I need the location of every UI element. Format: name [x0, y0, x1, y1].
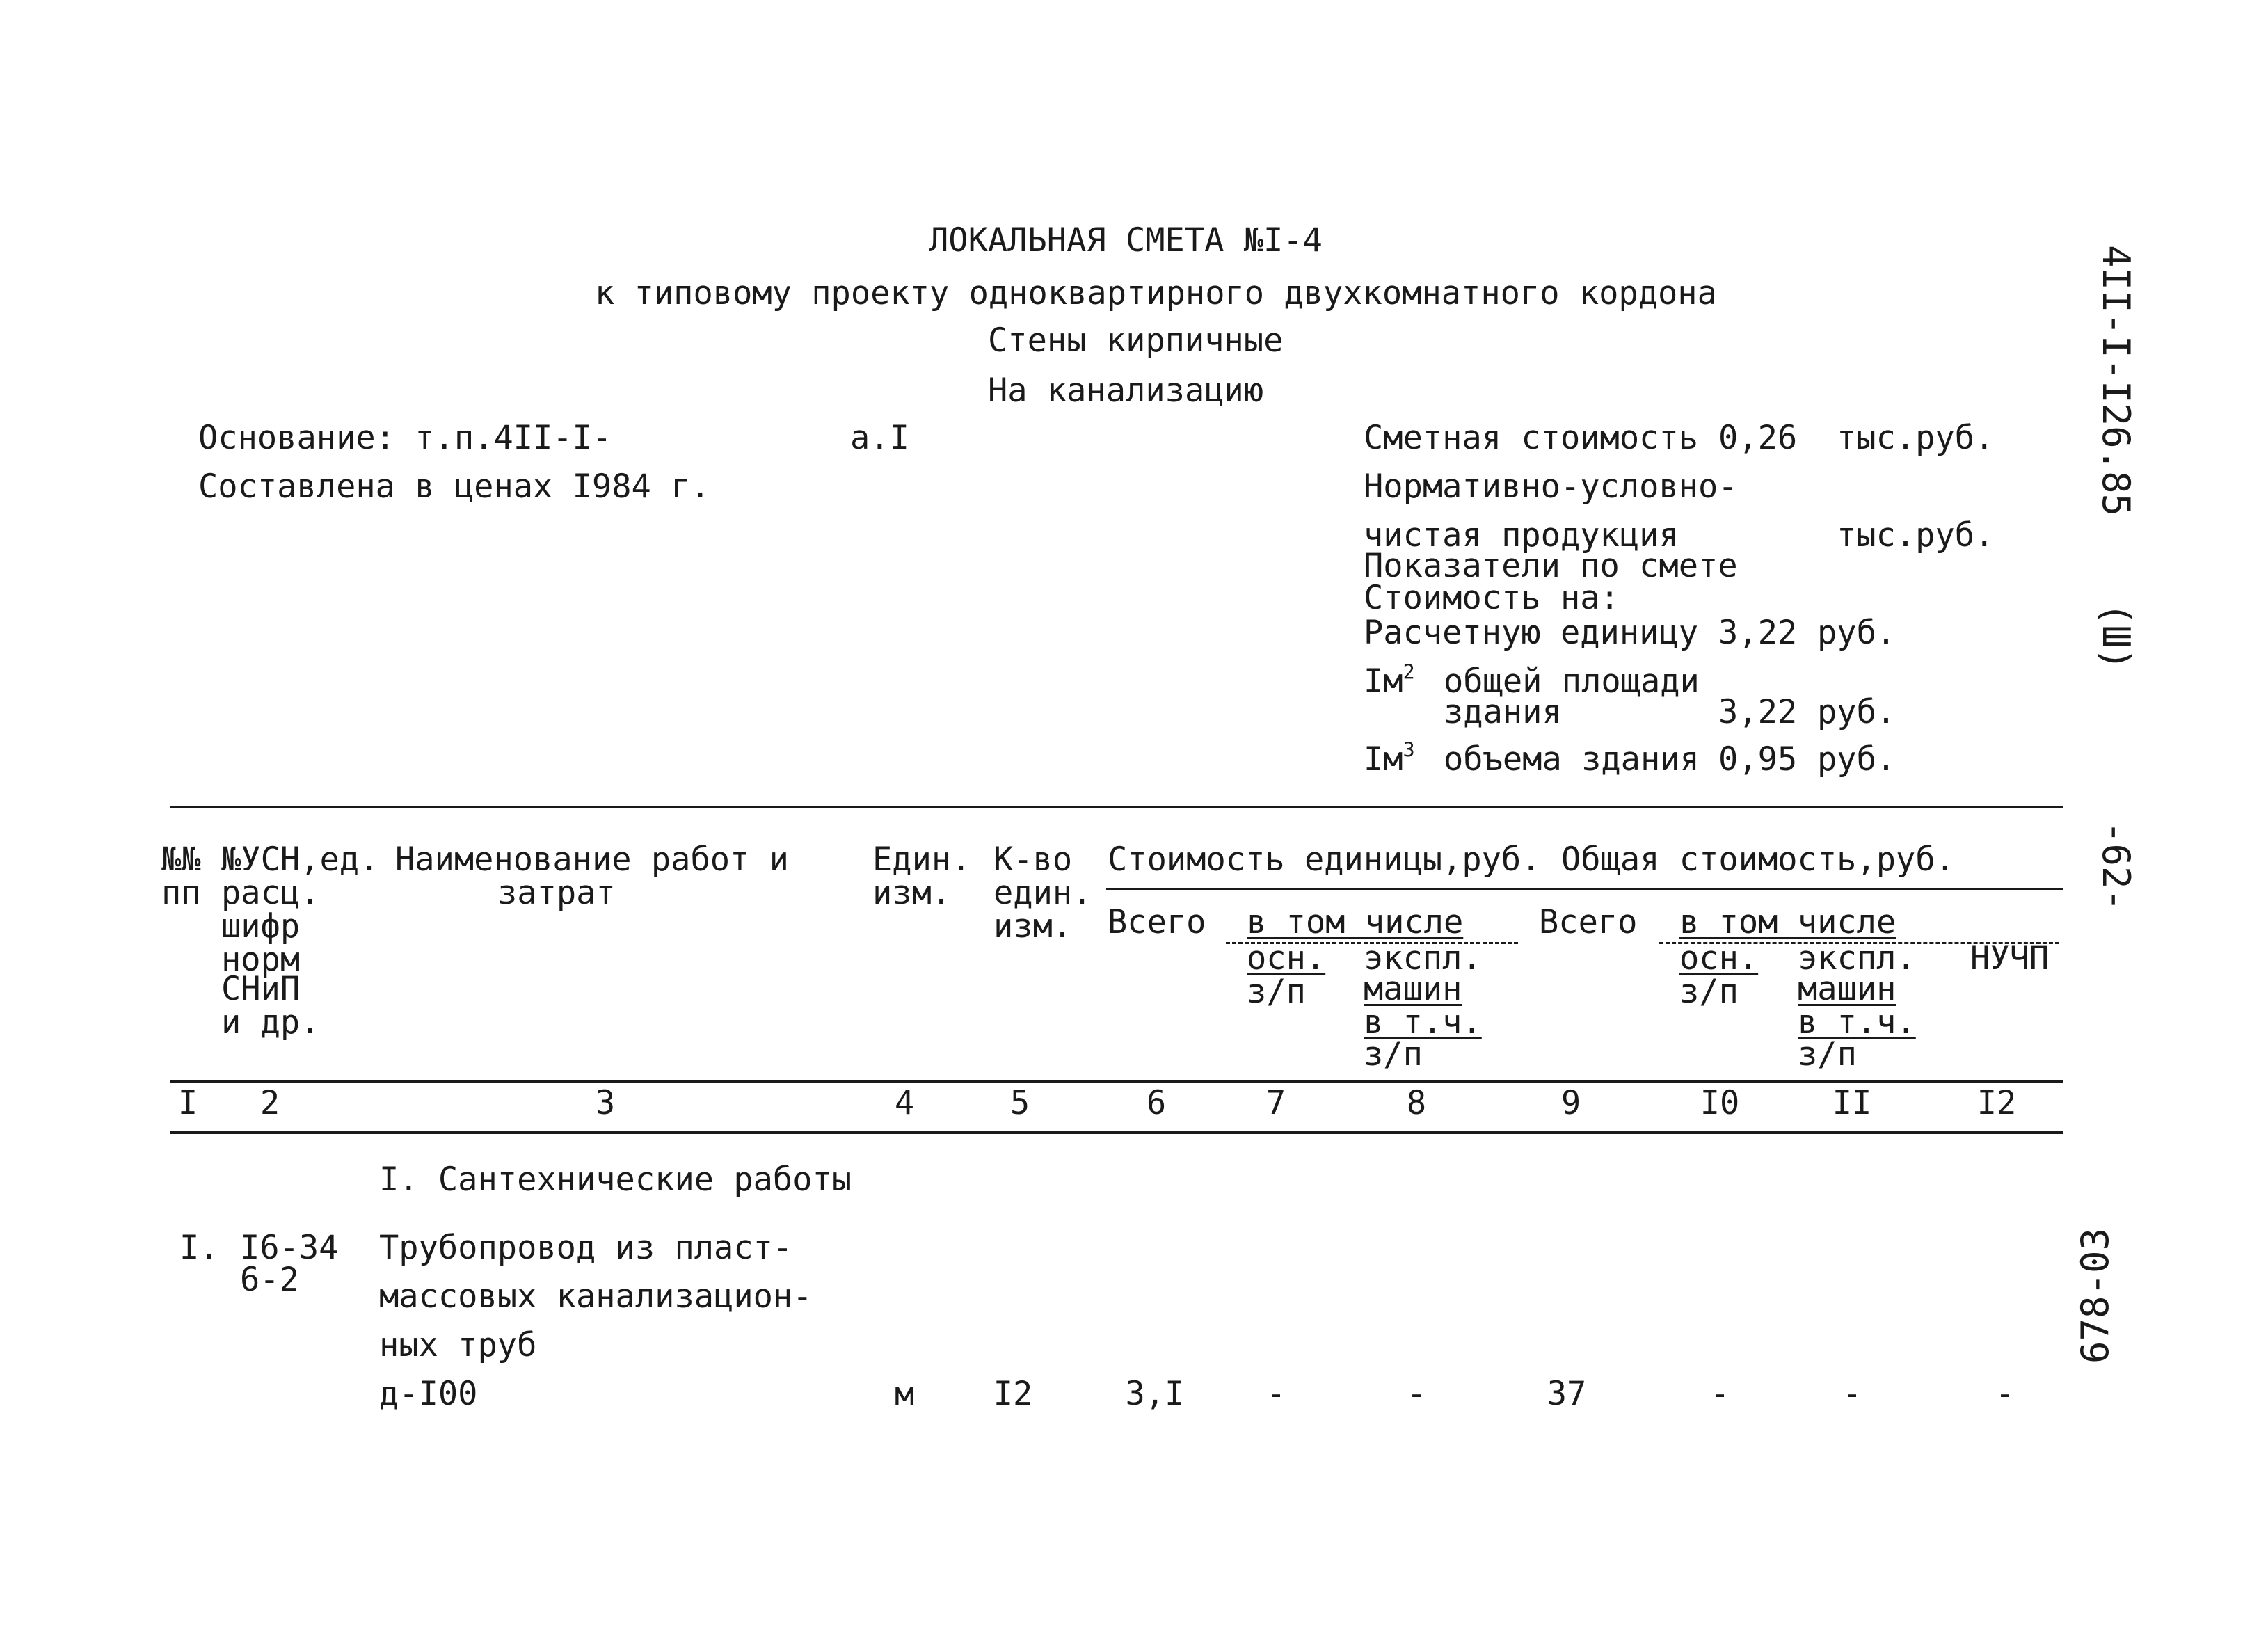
- area-value: 3,22: [1718, 693, 1798, 731]
- volume-unit: руб.: [1817, 740, 1896, 779]
- album-label: а.I: [850, 419, 909, 457]
- normative-line-2: чистая продукция: [1364, 516, 1679, 555]
- unit-machines-header-1: экспл.: [1364, 939, 1482, 978]
- unit-wage-header-1: осн.: [1247, 939, 1326, 978]
- total-wage-header-2: з/п: [1679, 973, 1739, 1011]
- document-number-stamp: 678-03: [2073, 1227, 2117, 1364]
- unit-incl-header: в том числе: [1247, 903, 1464, 941]
- unit-cost-group-header: Стоимость единицы,руб.: [1108, 840, 1541, 879]
- row-unit: м: [894, 1375, 915, 1413]
- area-prefix: $Iм^2$: [1364, 660, 1415, 701]
- row-unit-machines: -: [1406, 1375, 1427, 1413]
- col-number-6: 6: [1146, 1084, 1167, 1122]
- header-col3-line1: Наименование работ и: [395, 840, 789, 879]
- estimate-title: ЛОКАЛЬНАЯ СМЕТА №I-4: [929, 221, 1323, 260]
- album-mark-stamp: (Ш): [2094, 603, 2138, 671]
- header-col2-line4: норм: [221, 941, 301, 979]
- col-number-9: 9: [1560, 1084, 1581, 1122]
- row-name-line3: ных труб: [379, 1326, 537, 1364]
- unit-machines-header-2: машин: [1364, 970, 1462, 1008]
- row-code-line1: I6-34: [240, 1229, 339, 1267]
- area-superscript: 2: [1403, 660, 1415, 684]
- walls-line: Стены кирпичные: [988, 321, 1284, 360]
- volume-superscript: 3: [1403, 738, 1415, 762]
- col-number-10: I0: [1700, 1084, 1740, 1122]
- indicators-label: Показатели по смете: [1364, 547, 1738, 585]
- table-top-rule: [170, 806, 2063, 808]
- total-machines-header-2: машин: [1798, 970, 1896, 1008]
- header-col2-line1: №УСН,ед.: [221, 840, 379, 879]
- row-code-line2: 6-2: [240, 1261, 299, 1299]
- volume-prefix: $Iм^3$: [1364, 738, 1415, 779]
- estimated-cost-label: Сметная стоимость: [1364, 419, 1699, 457]
- volume-value: 0,95: [1718, 740, 1798, 779]
- purpose-line: На канализацию: [988, 372, 1264, 410]
- header-col5-line3: изм.: [993, 907, 1073, 946]
- row-unit-wage: -: [1265, 1375, 1286, 1413]
- row-name-line4: д-I00: [379, 1375, 478, 1413]
- row-name-line1: Трубопровод из пласт-: [379, 1229, 793, 1267]
- col-number-7: 7: [1265, 1084, 1286, 1122]
- total-incl-header: в том числе: [1679, 903, 1896, 941]
- total-machines-header-1: экспл.: [1798, 939, 1916, 978]
- header-col4-line1: Един.: [872, 840, 971, 879]
- header-col5-line2: един.: [993, 874, 1092, 912]
- total-machines-header-4: з/п: [1798, 1035, 1857, 1074]
- volume-label: объема здания: [1444, 740, 1700, 779]
- header-col4-line2: изм.: [872, 874, 952, 912]
- header-col2-line3: шифр: [221, 907, 301, 946]
- calc-unit-label: Расчетную единицу: [1364, 614, 1699, 652]
- col-number-12: I2: [1976, 1084, 2017, 1122]
- row-total-machines: -: [1842, 1375, 1862, 1413]
- col-number-11: II: [1832, 1084, 1872, 1122]
- row-name-line2: массовых канализацион-: [379, 1277, 813, 1316]
- row-number: I.: [179, 1229, 219, 1267]
- estimate-subtitle: к типовому проекту одноквартирного двухкомнатного кордона: [595, 274, 1717, 312]
- col-number-1: I: [177, 1084, 198, 1122]
- row-quantity: I2: [993, 1375, 1033, 1413]
- normative-line-1: Нормативно-условно-: [1364, 468, 1738, 506]
- total-cost-group-header: Общая стоимость,руб.: [1561, 840, 1955, 879]
- col-number-4: 4: [894, 1084, 915, 1122]
- area-label-2: здания: [1444, 693, 1562, 731]
- row-total-wage: -: [1709, 1375, 1730, 1413]
- column-numbers-top-rule: [170, 1080, 2063, 1083]
- header-col2-line2: расц.: [221, 874, 320, 912]
- row-total: 37: [1547, 1375, 1587, 1413]
- header-col1-line1: №№: [161, 840, 201, 879]
- header-col1-line2: пп: [161, 874, 201, 912]
- project-code-stamp: 4II-I-I26.85: [2094, 245, 2138, 517]
- header-col3-line2: затрат: [497, 874, 616, 912]
- area-label-1: общей площади: [1444, 662, 1700, 701]
- basis-label: Основание: т.п.4II-I-: [198, 419, 612, 457]
- header-col2-line5: СНиП: [221, 970, 301, 1008]
- calc-unit-unit: руб.: [1817, 614, 1896, 652]
- section-title: I. Сантехнические работы: [379, 1161, 852, 1199]
- col-number-8: 8: [1406, 1084, 1427, 1122]
- estimated-cost-unit: тыс.руб.: [1837, 419, 1995, 457]
- col-number-3: 3: [595, 1084, 616, 1122]
- col-number-5: 5: [1009, 1084, 1030, 1122]
- total-machines-header-3: в т.ч.: [1798, 1003, 1916, 1042]
- unit-total-header: Всего: [1108, 903, 1206, 941]
- page-number-stamp: -62-: [2094, 821, 2138, 912]
- calc-unit-value: 3,22: [1718, 614, 1798, 652]
- prices-label: Составлена в ценах I984 г.: [198, 468, 710, 506]
- unit-machines-header-3: в т.ч.: [1364, 1003, 1482, 1042]
- column-numbers-bottom-rule: [170, 1131, 2063, 1134]
- cost-for-label: Стоимость на:: [1364, 579, 1620, 617]
- unit-machines-header-4: з/п: [1364, 1035, 1423, 1074]
- row-nuchp: -: [1995, 1375, 2015, 1413]
- header-col2-line6: и др.: [221, 1003, 320, 1042]
- nuchp-header: НУЧП: [1970, 939, 2050, 978]
- cost-group-underline: [1106, 888, 2063, 890]
- col-number-2: 2: [259, 1084, 280, 1122]
- estimated-cost-value: 0,26: [1718, 419, 1798, 457]
- unit-wage-header-2: з/п: [1247, 973, 1306, 1011]
- area-unit: руб.: [1817, 693, 1896, 731]
- header-col5-line1: К-во: [993, 840, 1073, 879]
- total-total-header: Всего: [1539, 903, 1638, 941]
- normative-unit: тыс.руб.: [1837, 516, 1995, 555]
- total-wage-header-1: осн.: [1679, 939, 1759, 978]
- row-unit-total: 3,I: [1125, 1375, 1185, 1413]
